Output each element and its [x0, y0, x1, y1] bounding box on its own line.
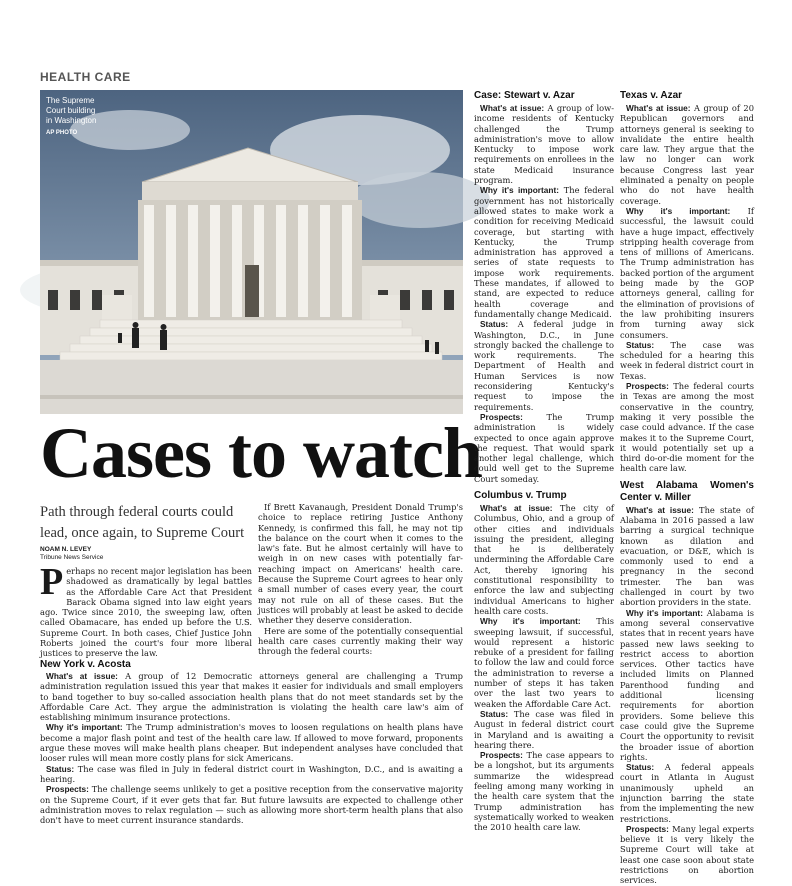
case-text: The federal courts in Texas are among the most conservative in the country, making it very possible the case could advance. If the case makes it to the Supreme Court, it would potentially set up a third do-or-die moment for the health care law.: [620, 381, 755, 474]
label: Prospects:: [626, 823, 669, 834]
case-text: Many legal experts believe it is very likely the Supreme Court will take at least one case soon about state restrictions on abortion services.: [620, 823, 754, 886]
label: Why it's important:: [480, 616, 581, 627]
case-title: Case: Stewart v. Azar: [474, 90, 575, 101]
label: Why it's important:: [626, 607, 703, 618]
supreme-court-illustration: [40, 90, 463, 414]
label: What's at issue:: [480, 103, 545, 113]
case-text: This sweeping lawsuit, if successful, would represent a historic rebuke of a president for failing to follow the law and could force the administration to reverse a number of steps it has taken over the last two years to weaken the Affordable Care Act.: [474, 616, 614, 709]
column-a: [474, 90, 614, 832]
case-text: The state of Alabama in 2016 passed a law barring a surgical technique known as dilation and evacuation, or D&E, which is commonly used to end a pregnancy in the second trimester. The ban was challenged in court by two abortion providers in the state.: [620, 504, 754, 608]
case-title: Columbus v. Trump: [474, 489, 567, 501]
caption-line: in Washington: [46, 116, 97, 125]
label: Prospects:: [626, 381, 669, 392]
label: What's at issue:: [46, 671, 118, 681]
label: What's at issue:: [480, 502, 553, 513]
intro-column-2: [258, 502, 463, 656]
label: Why it's important:: [46, 722, 123, 733]
label: Status:: [480, 708, 509, 719]
case-text: If successful, the lawsuit could have a huge impact, effectively stripping health coverage from tens of millions of Americans. The Trump administration has backed portion of the argument being made by the GOP attorneys general, calling for the elimination of provisions of the law prohibiting insurers from turning away sick consumers.: [620, 205, 754, 340]
case-text: The city of Columbus, Ohio, and a group of other cities and individuals issuing the president, alleging that he is deliberately undermining the Affordable Care Act, thereby ignoring his constitutional responsibility to enforce the law and subjecting individual Americans to higher health care costs.: [474, 502, 614, 616]
label: Prospects:: [480, 750, 523, 761]
intro-paragraph: Here are some of the potentially consequential health care cases currently making their way through the federal courts:: [258, 625, 463, 657]
case-text: The federal government has not historically allowed states to make work a condition for receiving Medicaid coverage, but starting with Kentucky, the Trump administration has approved a series of state requests to impose work requirements. These mandates, if allowed to stand, are expected to reduce health coverage and fundamentally change Medicaid.: [474, 185, 614, 319]
supreme-court-photo: [40, 90, 463, 414]
case-text: A federal judge in Washington, D.C., in June strongly backed the challenge to work requirements. The Department of Health and Human Services is now reconsidering Kentucky's request to impose the requirements.: [474, 319, 614, 412]
label: Status:: [626, 762, 655, 773]
label: Prospects:: [46, 784, 89, 795]
case-text: A federal appeals court in Atlanta in August unanimously upheld an injunction barring the state from the implementing the new restrictions.: [620, 762, 754, 824]
intro-paragraph: If Brett Kavanaugh, President Donald Trump's choice to replace retiring Justice Anthony Kennedy, is confirmed this fall, he may not tip the balance on the court when it comes to the law's fate. But he almost certainly will have to weigh in on new cases with potentially far-reaching impact on Americans' health care. Because the Supreme Court agrees to hear only a small number of cases every year, the court may not rule on all of these cases. But the justices will probably at least be asked to decide whether they deserve consideration.: [258, 502, 463, 626]
column-b: [620, 90, 754, 886]
intro-paragraph: erhaps no recent major legislation has been shadowed as dramatically by legal battles as the Affordable Care Act that President Barack Obama signed into law eight years ago. Twice since 2010, the sweeping law, often called Obamacare, has ended up before the U.S. Supreme Court. In both cases, Chief Justice John Roberts joined the court's four more liberal justices to preserve the law.: [40, 566, 252, 659]
label: Why it's important:: [480, 185, 559, 196]
case-text: The case was filed in August in federal district court in Maryland and is awaiting a hearing there.: [474, 708, 615, 750]
label: Why it's important:: [626, 205, 731, 216]
label: Status:: [46, 763, 75, 774]
case-text: The case was filed in July in federal district court in Washington, D.C., and is awaiting a hearing.: [40, 763, 463, 784]
case-text: The Trump administration is widely expected to once again approve the request. That would spark another legal challenge, which could well get to the Supreme Court someday.: [474, 411, 615, 484]
case-ny: [40, 671, 463, 825]
label: Status:: [480, 319, 509, 330]
deck: Path through federal courts could lead, once again, to Supreme Court: [40, 504, 245, 541]
case-title: West Alabama Women's Center v. Miller: [620, 479, 754, 503]
author: NOAM N. LEVEY: [40, 546, 92, 553]
label: Status:: [626, 339, 655, 350]
label: Prospects:: [480, 411, 523, 422]
case-text: A group of 12 Democratic attorneys general are challenging a Trump administration regulation issued this year that makes it easier for individuals and small employers to band together to buy so-called association health plans that do not meet standards set by the Affordable Care Act. They argue the administration is violating the health care law's aim of establishing minimum insurance protections.: [40, 671, 463, 723]
case-text: A group of low-income residents of Kentucky challenged the Trump administration's move to allow Kentucky to impose work requirements on enrollees in the state Medicaid insurance program.: [474, 103, 614, 186]
case-text: The Trump administration's moves to loosen regulations on health plans have become a major flash point and test of the health care law. If allowed to move forward, proponents argue these moves will make health plans cheaper. But independent analyses have concluded that looser rules will mean more costly plans for sick Americans.: [40, 722, 463, 764]
drop-cap: P: [40, 561, 64, 603]
case-title: Texas v. Azar: [620, 90, 683, 101]
case-title: New York v. Acosta: [40, 659, 131, 670]
case-text: The case appears to be a longshot, but its arguments summarize the widespread feeling among many working in the health care system that the Trump administration has systematically worked to weaken the 2010 health care law.: [474, 750, 614, 833]
headline: Cases to watch: [40, 413, 482, 493]
caption-line: Court building: [46, 106, 96, 115]
label: What's at issue:: [626, 103, 691, 113]
case-text: The case was scheduled for a hearing this week in federal district court in Texas.: [620, 339, 754, 381]
intro-column: [40, 561, 252, 659]
case-text: The challenge seems unlikely to get a positive reception from the conservative majority on the Supreme Court, if it ever gets that far. But future lawsuits are expected to challenge other administration moves to relax regulation — such as allowing more short-term health plans that also don't have to meet current insurance standards.: [40, 784, 464, 826]
caption-line: The Supreme: [46, 96, 95, 105]
case-text: A group of 20 Republican governors and attorneys general is seeking to invalidate the entire health care law. They argue that the law no longer can work because Congress last year eliminated a penalty on people who do not have health coverage.: [620, 103, 754, 206]
photo-credit: AP PHOTO: [46, 130, 78, 136]
photo-caption: [46, 96, 96, 138]
label: What's at issue:: [626, 504, 694, 515]
byline: [40, 546, 103, 562]
section-label: HEALTH CARE: [40, 70, 131, 84]
case-text: Alabama is among several conservative states that in recent years have passed new laws seeking to restrict access to abortion services. Other tactics have included limits on Planned Parenthood funding and additional licensing requirements for abortion providers. Some believe this case could give the Supreme Court the opportunity to revisit the broader issue of abortion rights.: [620, 607, 754, 762]
agency: Tribune News Service: [40, 554, 104, 561]
